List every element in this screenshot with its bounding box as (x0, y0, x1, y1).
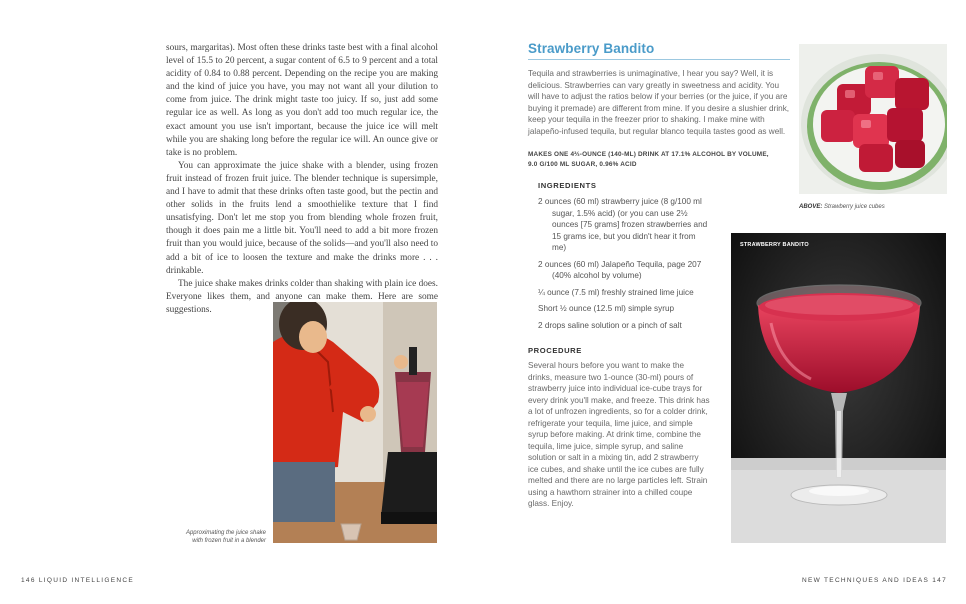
recipe-title: Strawberry Bandito (528, 41, 655, 56)
drink-photo-label: STRAWBERRY BANDITO (740, 242, 809, 248)
blender-illustration (273, 302, 437, 543)
procedure-text: Several hours before you want to make the drinks, measure two 1-ounce (30-ml) pours of strawberry juice into individual ice-cube trays for every drink you'll make, and freeze. This drink has a lot of unfrozen ingredients, so for a colder drink, refrigerate your tequila, lime juice, and simple syrup before making. At drink time, combine the tequila, lime juice, simple syrup, and saline solution or salt in a mixing tin, add 2 strawberry ice cubes, and shake until the ice cubes are fully melted and there are no large particles left. Strain using a hawthorn strainer into a chilled coupe glass. Enjoy. (528, 361, 710, 508)
procedure-heading: PROCEDURE (528, 346, 582, 355)
ingredient-item: Short ½ ounce (12.5 ml) simple syrup (538, 304, 675, 313)
ingredient-item: 2 ounces (60 ml) Jalapeño Tequila, page 207 (40% alcohol by volume) (538, 259, 702, 280)
blender-photo (273, 302, 437, 543)
strawberry-cubes-illustration (799, 44, 947, 194)
caption-line: with frozen fruit in a blender (192, 538, 266, 544)
left-body-text (166, 42, 438, 317)
yield-line: MAKES ONE 4⅔-OUNCE (140-ML) DRINK AT 17.1% ALCOHOL BY VOLUME, (528, 151, 769, 158)
strawberry-cubes-photo (799, 44, 947, 194)
yield-info (528, 150, 798, 170)
paragraph: You can approximate the juice shake with a blender, using frozen fruit instead of frozen fruit juice. The blender technique is supersimple, and I have to admit that these drinks often taste good, but the pectin and other solids in the fruits lend a smoothielike texture that I find unsatisfying. Don't let me stop you from blending whole frozen fruit, though it does pain me a little bit. You'll need to add a bit more frozen fruit than you would juice, because of the solids—and you'll also need to add a bit of ice to loosen the texture and make the drinks more . . . drinkable. (166, 160, 438, 276)
ingredients-heading: INGREDIENTS (538, 181, 597, 190)
paragraph: The juice shake makes drinks colder than shaking with plain ice does. Everyone likes them, and anyone can make them. Here are some suggestions. (166, 278, 438, 315)
paragraph: sours, margaritas). Most often these drinks taste best with a final alcohol level of 15.5 to 20 percent, a sugar content of 6.5 to 9 percent and a total acidity of 0.84 to 0.88 percent. Depending on the recipe you are making and the kind of juice you have, you may not want all your dilution to come from juice. The drink might taste too juicy. If so, just add some regular ice as well. As long as you don't add too much regular ice, the exact amount you use isn't important, because the juice ice will melt while you are shaking long before the regular ice will. An ounce give or take is no problem. (166, 43, 438, 158)
yield-line: 9.0 G/100 ML SUGAR, 0.96% ACID (528, 161, 637, 168)
coupe-glass-illustration (731, 233, 946, 543)
ingredient-item: 2 ounces (60 ml) strawberry juice (8 g/100 ml sugar, 1.5% acid) (or you can use 2½ ounces [75 grams] frozen strawberries and 15 grams ice, but you didn't hear it from me) (538, 197, 708, 252)
caption-line: Approximating the juice shake (185, 530, 266, 536)
blender-photo-caption (166, 529, 266, 545)
left-footer: 146 LIQUID INTELLIGENCE (21, 577, 134, 584)
recipe-intro: Tequila and strawberries is unimaginative, I hear you say? Well, it is delicious. Strawberries can vary greatly in sweetness and acidity. You will have to adjust the ratios below if your berries (or the juice, if you are buying it premade) are different from mine. If you desire a slushier drink, keep your tequila in the freezer prior to shaking. I make mine with jalapeño-infused tequila, but regular blanco tequila tastes good as well. (528, 69, 790, 136)
caption-label: ABOVE: (799, 204, 823, 210)
caption-text: Strawberry juice cubes (824, 204, 885, 210)
ingredient-item: 2 drops saline solution or a pinch of salt (538, 320, 682, 330)
cubes-caption (799, 203, 949, 211)
drink-photo (731, 233, 946, 543)
right-footer: NEW TECHNIQUES AND IDEAS 147 (801, 577, 947, 584)
ingredients-list (538, 196, 708, 336)
title-rule (528, 59, 790, 60)
ingredient-item: ¼ ounce (7.5 ml) freshly strained lime juice (538, 287, 694, 297)
